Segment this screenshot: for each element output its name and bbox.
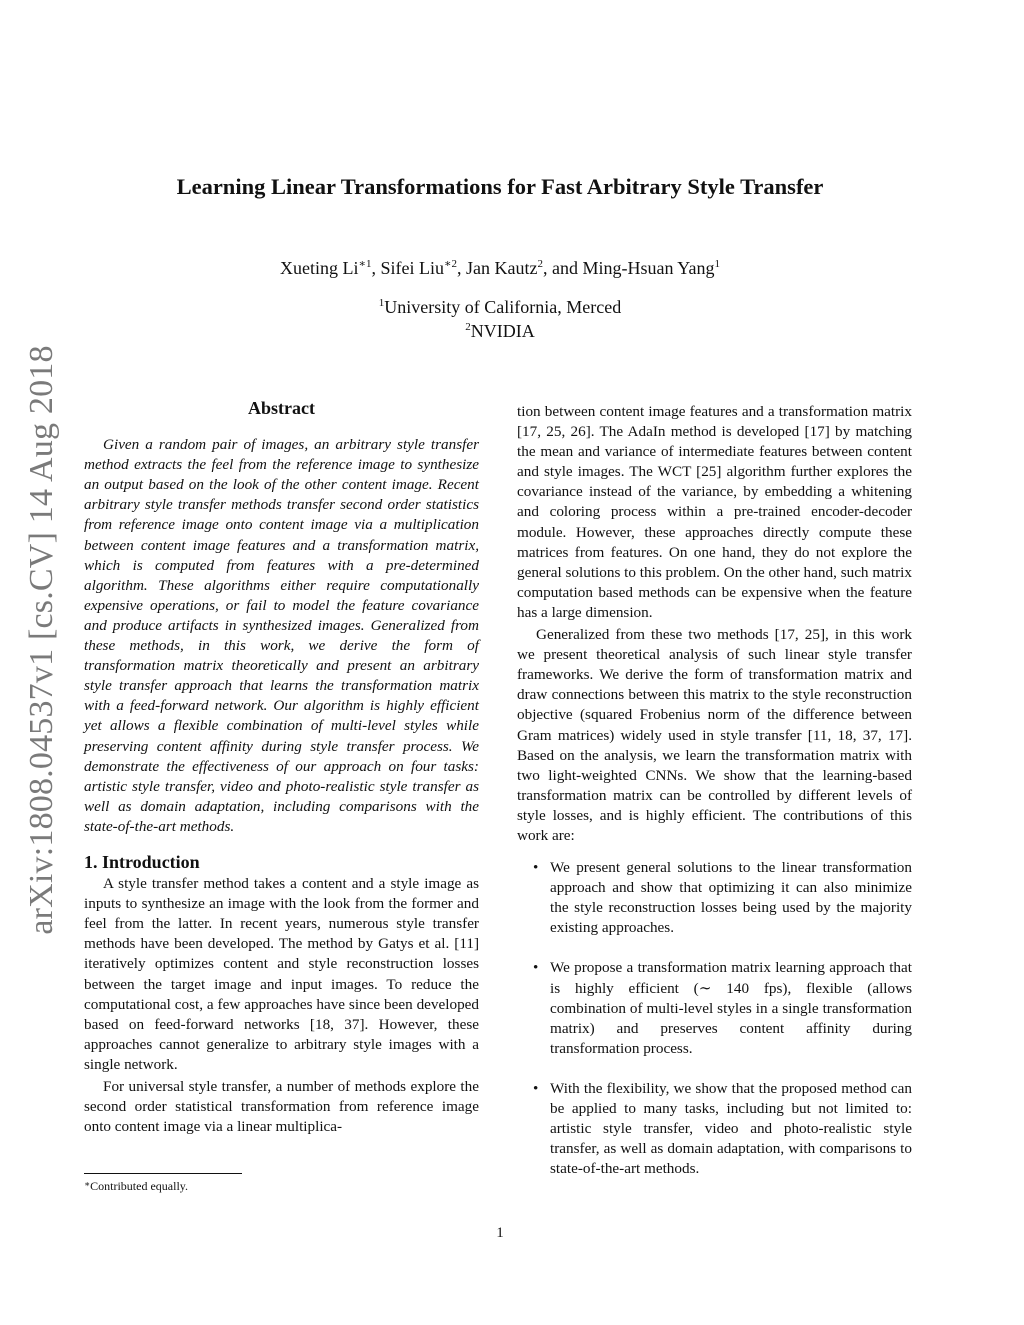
author-mark: ∗1 <box>358 258 372 270</box>
author-list <box>0 257 1000 279</box>
contributions-list <box>517 858 912 1179</box>
affiliation-name: University of California, Merced <box>384 297 622 317</box>
list-item <box>517 1079 912 1179</box>
affiliation-name: NVIDIA <box>470 321 535 341</box>
abstract-heading: Abstract <box>248 398 315 418</box>
list-item-text: We propose a transformation matrix learning approach that is highly efficient (∼ 140 fps), flexible (allows combination of multi-level styles in a single transformation matrix) and preserves content affinity during transformation process. <box>550 959 912 1057</box>
affiliation-mark: 2 <box>465 321 471 333</box>
body-paragraph: tion between content image features and a transformation matrix [17, 25, 26]. The AdaIn method is developed [17] by matching the mean and variance of intermediate features between content and style images. The WCT [25] algorithm further explores the covariance instead of the variance, by embedding a whitening and coloring process within a pre-trained encoder-decoder module. However, these approaches directly compute these matrices from features. On one hand, they do not explore the general solutions to this problem. On the other hand, such matrix computation based methods can be expensive when the feature has a large dimension. <box>517 403 912 621</box>
intro-paragraph: For universal style transfer, a number of methods explore the second order statistical transformation from reference image onto content image via a linear multiplica- <box>84 1078 479 1136</box>
bullet-icon: • <box>533 859 539 877</box>
left-column <box>84 398 479 1137</box>
author-mark: 1 <box>714 258 720 270</box>
bullet-icon: • <box>533 1079 539 1097</box>
section-heading: 1. Introduction <box>84 851 200 872</box>
list-item <box>517 858 912 938</box>
author-name: Sifei Liu <box>380 258 444 278</box>
list-item-text: With the flexibility, we show that the proposed method can be applied to many tasks, including but not limited to: artistic style transfer, video and photo-realistic style transfer, as well as domain adaptation, with comparisons to state-of-the-art methods. <box>550 1079 912 1178</box>
author-mark: 2 <box>537 258 543 270</box>
affiliation-mark: 1 <box>378 297 385 309</box>
right-column <box>517 402 912 1199</box>
footnote-divider <box>84 1173 242 1174</box>
list-item-text: We present general solutions to the linear transformation approach and show that optimizing it can also minimize the style reconstruction losses being used by the majority existing approaches. <box>550 859 912 937</box>
intro-paragraph: A style transfer method takes a content and a style image as inputs to synthesize an image with the look from the former and feel from the latter. In recent years, numerous style transfer methods have been developed. The method by Gatys et al. [11] iteratively optimizes content and style reconstruction losses between the target image and input images. To reduce the computational cost, a few approaches have since been developed based on feed-forward networks [18, 37]. However, these approaches cannot generalize to arbitrary style images with a single network. <box>84 875 479 1073</box>
author-separator: , <box>456 258 466 278</box>
footnote-mark: ∗ <box>84 1179 91 1189</box>
author-separator: , and <box>542 258 583 278</box>
affiliation <box>0 297 1000 318</box>
affiliation <box>0 321 1000 342</box>
author-separator: , <box>371 258 381 278</box>
footnote-text: Contributed equally. <box>90 1179 188 1193</box>
abstract-text: Given a random pair of images, an arbitrary style transfer method extracts the feel from the reference image to synthesize an output based on the look of the other content image. Recent arbitrary style transfer methods transfer second order statistics from reference image onto content image via a multiplication between content image features and a transformation matrix, which is computed from features with a pre-determined algorithm. These algorithms either require computationally expensive operations, or fail to model the feature covariance and produce artifacts in synthesized images. Generalized from these methods, in this work, we derive the form of transformation matrix theoretically and present an arbitrary style transfer approach that learns the transformation matrix with a feed-forward network. Our algorithm is highly efficient yet allows a flexible combination of multi-level styles while preserving content affinity during style transfer process. We demonstrate the effectiveness of our approach on four tasks: artistic style transfer, video and photo-realistic style transfer as well as domain adaptation, including comparisons with the state-of-the-art methods. <box>84 436 479 835</box>
page-number: 1 <box>496 1225 504 1241</box>
author-mark: ∗2 <box>444 258 457 270</box>
paper-title: Learning Linear Transformations for Fast Arbitrary Style Transfer <box>176 174 824 199</box>
body-paragraph: Generalized from these two methods [17, 25], in this work we present theoretical analysis of such linear style transfer frameworks. We derive the form of transformation matrix and draw connections between this matrix to the style reconstruction objective (squared Frobenius norm of the difference between Gram matrices) widely used in style transfer [11, 18, 37, 17]. Based on the analysis, we learn the transformation matrix with two light-weighted CNNs. We show that the learning-based transformation matrix can be controlled by different levels of style losses, and is highly efficient. The contributions of this work are: <box>517 626 912 844</box>
author-name: Jan Kautz <box>465 258 538 278</box>
author-name: Ming-Hsuan Yang <box>582 258 715 278</box>
author-name: Xueting Li <box>280 258 359 278</box>
list-item <box>517 958 912 1058</box>
arxiv-identifier: arXiv:1808.04537v1 [cs.CV] 14 Aug 2018 <box>23 345 60 935</box>
bullet-icon: • <box>533 959 539 977</box>
footnote <box>84 1179 188 1194</box>
